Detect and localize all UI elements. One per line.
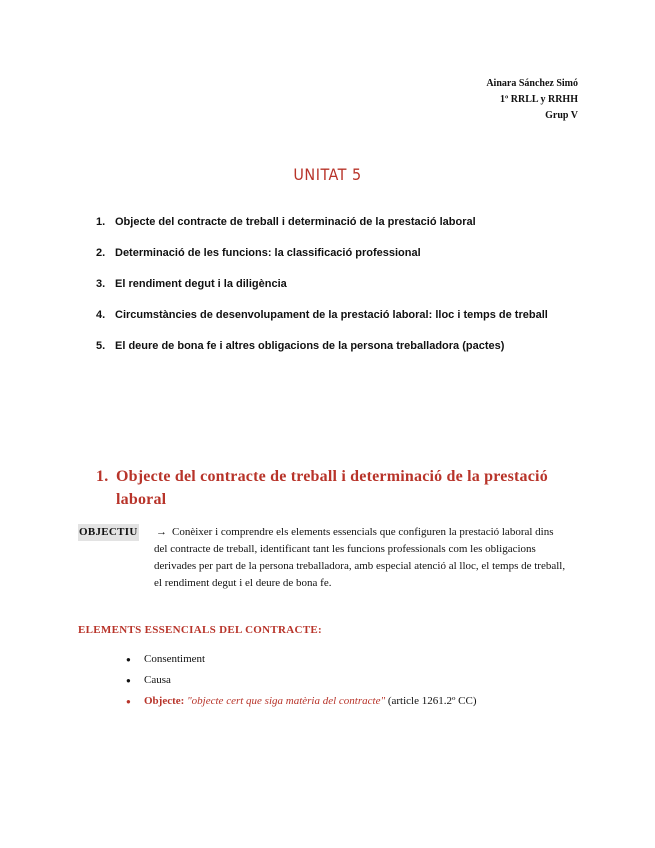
toc-number: 4.	[96, 309, 106, 321]
toc-number: 5.	[96, 340, 106, 352]
arrow-right-icon: →	[156, 526, 167, 538]
toc-text: El rendiment degut i la diligència	[115, 278, 287, 290]
toc-item	[96, 307, 566, 323]
section-title: Objecte del contracte de treball i determinació de la prestació laboral	[116, 468, 548, 508]
table-of-contents	[96, 214, 566, 354]
group-name: Grup V	[545, 110, 578, 121]
toc-item	[96, 276, 566, 292]
toc-text: El deure de bona fe i altres obligacions de la persona treballadora (pactes)	[115, 340, 505, 352]
bullet-icon: ●	[126, 676, 131, 685]
list-item-text: Consentiment	[144, 653, 206, 665]
bullet-icon: ●	[126, 697, 131, 706]
bullet-icon: ●	[126, 655, 131, 664]
list-item	[126, 691, 476, 712]
objective-block	[78, 524, 568, 592]
course-name: 1º RRLL y RRHH	[499, 94, 578, 105]
toc-item	[96, 338, 566, 354]
list-item-text: Causa	[144, 674, 171, 686]
elements-list	[126, 649, 476, 712]
object-label: Objecte:	[144, 695, 185, 707]
toc-number: 3.	[96, 278, 106, 290]
toc-item	[96, 245, 566, 261]
elements-heading: ELEMENTS ESSENCIALS DEL CONTRACTE:	[78, 624, 323, 636]
object-reference: (article 1261.2º CC)	[387, 695, 477, 707]
section-number: 1.	[96, 468, 109, 485]
toc-text: Objecte del contracte de treball i determinació de la prestació laboral	[115, 216, 476, 228]
author-name: Ainara Sánchez Simó	[486, 78, 578, 89]
toc-text: Determinació de les funcions: la classificació professional	[115, 247, 421, 259]
toc-text: Circumstàncies de desenvolupament de la prestació laboral: lloc i temps de treball	[115, 309, 548, 321]
section-heading	[96, 465, 566, 511]
objective-label: OBJECTIU	[78, 524, 139, 541]
document-header	[486, 76, 578, 124]
toc-number: 2.	[96, 247, 106, 259]
list-item	[126, 649, 476, 670]
list-item	[126, 670, 476, 691]
toc-item	[96, 214, 566, 230]
object-quote: "objecte cert que siga matèria del contracte"	[187, 695, 386, 707]
page-title: UNITAT 5	[293, 165, 362, 184]
toc-number: 1.	[96, 216, 106, 228]
objective-text: Conèixer i comprendre els elements essencials que configuren la prestació laboral dins del contracte de treball, identificant tant les funcions professionals com les obligacions derivades per part de la persona treballadora, amb especial atenció al lloc, el temps de treball, el rendiment degut i el deure de bona fe.	[154, 526, 566, 589]
